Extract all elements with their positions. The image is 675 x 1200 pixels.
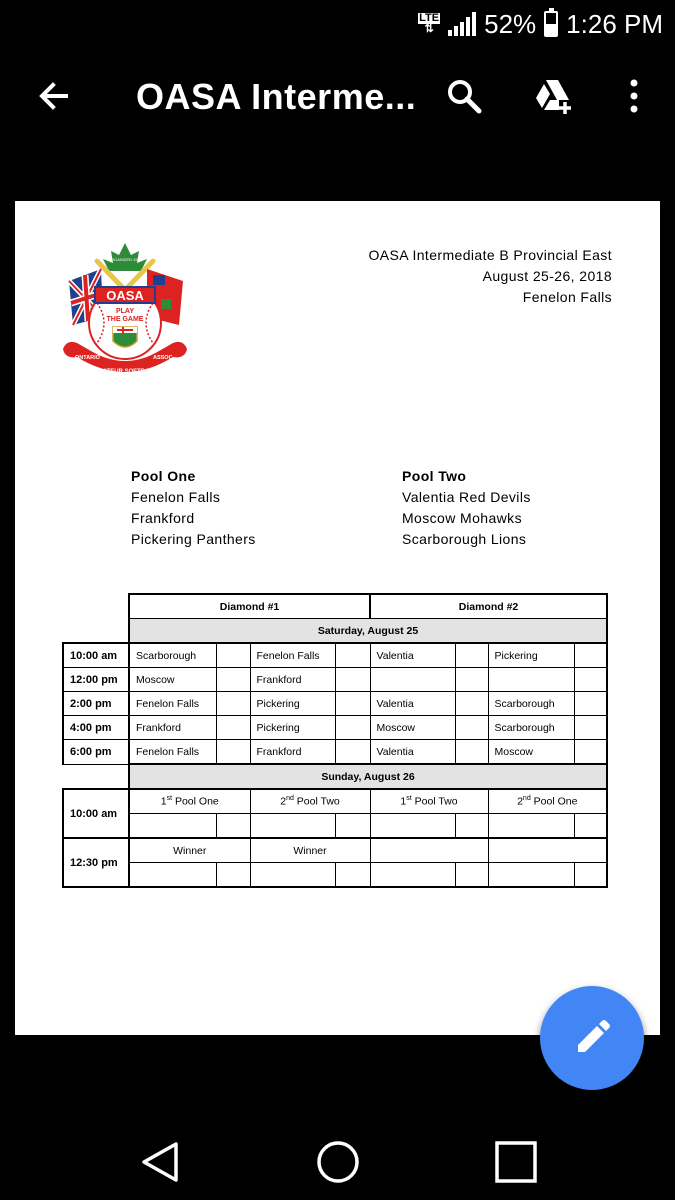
signal-icon (448, 12, 476, 36)
back-triangle-icon[interactable] (138, 1140, 182, 1184)
home-circle-icon[interactable] (316, 1140, 360, 1184)
status-bar (0, 0, 675, 48)
game-time: 10:00 am (63, 643, 129, 668)
schedule-table (62, 593, 608, 888)
event-dates: August 25-26, 2018 (482, 268, 612, 284)
pool-one-heading: Pool One (131, 468, 196, 484)
logo-organized: ORGANIZED 1923 (108, 257, 142, 262)
lte-icon: LTE ⇅ (419, 12, 440, 35)
document-title: OASA Interme... (136, 76, 417, 117)
team-cell (370, 668, 455, 692)
team-cell: Scarborough (488, 716, 574, 740)
navigation-bar (0, 1110, 675, 1200)
logo-ribbon-mid: AMATEUR SOFTBALL (93, 369, 157, 375)
document-page (15, 201, 660, 1035)
winner-cell: Winner (129, 838, 250, 863)
team-cell: Pickering (250, 692, 335, 716)
team-cell: Valentia (370, 692, 455, 716)
diamond-2-header: Diamond #2 (370, 594, 607, 619)
team-cell: Fenelon Falls (250, 643, 335, 668)
table-row (63, 814, 607, 839)
diamond-1-header: Diamond #1 (129, 594, 370, 619)
seed-cell: 1st Pool Two (370, 789, 488, 814)
team-cell: Valentia (370, 643, 455, 668)
team-cell: Frankford (250, 740, 335, 765)
game-time: 4:00 pm (63, 716, 129, 740)
table-row (63, 838, 607, 863)
game-time: 10:00 am (63, 789, 129, 838)
winner-cell: Winner (250, 838, 370, 863)
logo-motto-2: THE GAME (106, 316, 144, 323)
table-row (63, 643, 607, 668)
team-cell: Scarborough (488, 692, 574, 716)
battery-percent: 52% (484, 8, 537, 39)
pool-two-team: Moscow Mohawks (402, 510, 522, 526)
more-vert-icon[interactable] (614, 76, 654, 116)
team-cell: Fenelon Falls (129, 692, 216, 716)
add-to-drive-icon[interactable] (533, 76, 573, 116)
table-row (63, 716, 607, 740)
table-row (63, 789, 607, 814)
game-time: 2:00 pm (63, 692, 129, 716)
team-cell: Pickering (250, 716, 335, 740)
pool-two-team: Scarborough Lions (402, 531, 527, 547)
team-cell: Valentia (370, 740, 455, 765)
team-cell: Moscow (488, 740, 574, 765)
sunday-header: Sunday, August 26 (129, 764, 607, 789)
pool-one-team: Pickering Panthers (131, 531, 256, 547)
document-header (368, 245, 612, 308)
table-row (63, 863, 607, 888)
seed-cell: 2nd Pool Two (250, 789, 370, 814)
game-time: 12:00 pm (63, 668, 129, 692)
team-cell: Moscow (129, 668, 216, 692)
game-time: 6:00 pm (63, 740, 129, 765)
edit-fab-button[interactable] (540, 986, 644, 1090)
pool-two-heading: Pool Two (402, 468, 467, 484)
event-title: OASA Intermediate B Provincial East (368, 247, 612, 263)
battery-icon (544, 11, 558, 37)
search-icon[interactable] (444, 76, 484, 116)
edit-pencil-icon (572, 1018, 612, 1058)
table-row (63, 740, 607, 765)
team-cell: Scarborough (129, 643, 216, 668)
logo-motto-1: PLAY (115, 308, 135, 315)
app-bar (0, 48, 675, 148)
table-row (63, 692, 607, 716)
team-cell: Fenelon Falls (129, 740, 216, 765)
oasa-logo (61, 241, 189, 389)
recents-square-icon[interactable] (494, 1140, 538, 1184)
logo-ribbon-left: ONTARIO (75, 355, 100, 361)
team-cell: Moscow (370, 716, 455, 740)
pool-two-team: Valentia Red Devils (402, 489, 531, 505)
back-arrow-icon[interactable] (34, 76, 74, 116)
event-location: Fenelon Falls (522, 289, 612, 305)
team-cell: Frankford (250, 668, 335, 692)
team-cell: Pickering (488, 643, 574, 668)
pool-one-team: Fenelon Falls (131, 489, 221, 505)
pool-one (131, 466, 256, 550)
team-cell: Frankford (129, 716, 216, 740)
table-row (63, 668, 607, 692)
game-time: 12:30 pm (63, 838, 129, 887)
logo-name: OASA (106, 288, 144, 303)
clock: 1:26 PM (566, 8, 663, 39)
pool-two (402, 466, 531, 550)
logo-ribbon-right: ASSOC. (153, 355, 175, 361)
seed-cell: 2nd Pool One (488, 789, 607, 814)
team-cell (488, 668, 574, 692)
pool-one-team: Frankford (131, 510, 195, 526)
saturday-header: Saturday, August 25 (129, 619, 607, 644)
seed-cell: 1st Pool One (129, 789, 250, 814)
